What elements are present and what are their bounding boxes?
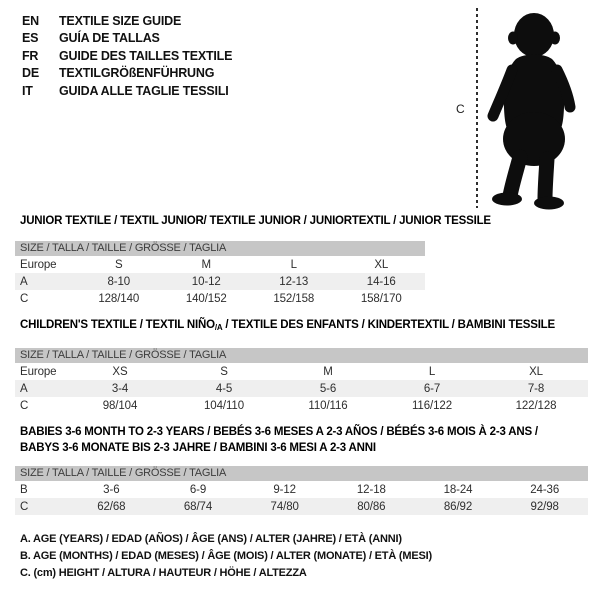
table-row-a <box>15 380 588 397</box>
cell: 140/152 <box>185 292 227 305</box>
header-cell: S <box>114 258 123 271</box>
row-label: C <box>20 292 29 305</box>
height-measure-dotted-line <box>476 8 478 208</box>
row-label: C <box>20 399 29 412</box>
header-cell: XL <box>374 258 389 271</box>
table-header-row <box>15 256 425 273</box>
language-code: EN <box>22 13 39 28</box>
cell: 14-16 <box>366 275 396 288</box>
header-cell: S <box>220 365 228 378</box>
cell: 10-12 <box>191 275 221 288</box>
babies-textile-title <box>20 424 588 456</box>
cell: 80/86 <box>357 500 386 513</box>
header-cell: L <box>428 365 436 378</box>
height-measure-label: C <box>456 102 465 116</box>
header-cell: M <box>323 365 333 378</box>
cell: 9-12 <box>273 483 296 496</box>
header-cell: Europe <box>20 258 57 271</box>
legend-line-b: B. AGE (MONTHS) / EDAD (MESES) / ÂGE (MOIS) / ALTER (MONATE) / ETÀ (MESI) <box>20 550 432 563</box>
cell: 68/74 <box>183 500 213 513</box>
size-bar: SIZE / TALLA / TAILLE / GRÖSSE / TAGLIA <box>15 466 588 481</box>
title-subscript: /A <box>214 323 223 332</box>
language-row-en <box>22 12 232 30</box>
title-line-1: BABIES 3-6 MONTH TO 2-3 YEARS / BEBÉS 3-6 MESES A 2-3 AÑOS / BÉBÉS 3-6 MOIS À 2-3 ANS / <box>20 426 538 438</box>
language-title: TEXTILGRÖßENFÜHRUNG <box>59 66 215 81</box>
language-code: IT <box>22 83 33 98</box>
language-code: DE <box>22 66 39 81</box>
childrens-textile-title <box>20 318 588 335</box>
cell: 116/122 <box>411 399 453 412</box>
cell: 92/98 <box>530 500 559 513</box>
cell: 128/140 <box>98 292 140 305</box>
cell: 24-36 <box>530 483 560 496</box>
language-row-fr <box>22 47 232 65</box>
cell: 12-18 <box>356 483 386 496</box>
baby-figure <box>450 6 595 211</box>
row-label: A <box>20 275 28 288</box>
language-title: GUIDA ALLE TAGLIE TESSILI <box>59 83 229 98</box>
row-label: B <box>20 483 28 496</box>
language-row-it <box>22 82 232 100</box>
cell: 5-6 <box>319 382 337 395</box>
size-bar: SIZE / TALLA / TAILLE / GRÖSSE / TAGLIA <box>15 348 588 363</box>
language-row-de <box>22 65 232 83</box>
cell: 3-6 <box>103 483 120 496</box>
table-header-row <box>15 363 588 380</box>
cell: 8-10 <box>107 275 131 288</box>
cell: 122/128 <box>515 399 557 412</box>
legend-line-a: A. AGE (YEARS) / EDAD (AÑOS) / ÂGE (ANS) / ALTER (JAHRE) / ETÀ (ANNI) <box>20 533 402 545</box>
table-row-b <box>15 481 588 498</box>
junior-textile-section <box>15 214 491 307</box>
cell: 86/92 <box>443 500 473 513</box>
size-bar: SIZE / TALLA / TAILLE / GRÖSSE / TAGLIA <box>15 241 425 256</box>
language-row-es <box>22 30 232 48</box>
title-part: / TEXTILE DES ENFANTS / KINDERTEXTIL / BAMBINI TESSILE <box>222 319 555 331</box>
language-title: TEXTILE SIZE GUIDE <box>59 13 182 28</box>
cell: 152/158 <box>273 292 315 305</box>
language-list <box>22 12 232 100</box>
cell: 6-9 <box>189 483 207 496</box>
cell: 110/116 <box>308 399 348 412</box>
cell: 12-13 <box>279 275 309 288</box>
header-cell: XS <box>112 365 128 378</box>
table-row-a <box>15 273 425 290</box>
row-label: A <box>20 382 28 395</box>
language-code: ES <box>22 31 39 46</box>
measurement-legend <box>20 531 432 583</box>
language-title: GUÍA DE TALLAS <box>59 31 160 46</box>
cell: 7-8 <box>527 382 545 395</box>
legend-line-c: C. (cm) HEIGHT / ALTURA / HAUTEUR / HÖHE / ALTEZZA <box>20 567 307 580</box>
table-row-c <box>15 397 588 414</box>
junior-textile-title: JUNIOR TEXTILE / TEXTIL JUNIOR/ TEXTILE JUNIOR / JUNIORTEXTIL / JUNIOR TESSILE <box>20 215 491 227</box>
babies-textile-section <box>15 424 588 515</box>
cell: 98/104 <box>102 399 138 412</box>
header-cell: M <box>201 258 211 271</box>
header-cell: L <box>290 258 297 271</box>
language-title: GUIDE DES TAILLES TEXTILE <box>59 48 233 63</box>
cell: 4-5 <box>215 382 233 395</box>
title-line-2: BABYS 3-6 MONATE BIS 2-3 JAHRE / BAMBINI 3-6 MESI A 2-3 ANNI <box>20 442 376 454</box>
childrens-textile-section <box>15 318 588 414</box>
cell: 74/80 <box>270 500 299 513</box>
cell: 104/110 <box>203 399 245 412</box>
language-code: FR <box>22 48 39 63</box>
title-part: CHILDREN'S TEXTILE / TEXTIL NIÑO <box>20 319 215 331</box>
header-cell: XL <box>529 365 543 378</box>
row-label: C <box>20 500 29 513</box>
cell: 158/170 <box>360 292 402 305</box>
table-row-c <box>15 290 425 307</box>
header-cell: Europe <box>20 365 57 378</box>
baby-silhouette <box>482 8 588 210</box>
cell: 18-24 <box>443 483 473 496</box>
cell: 62/68 <box>97 500 126 513</box>
table-row-c <box>15 498 588 515</box>
cell: 6-7 <box>423 382 441 395</box>
cell: 3-4 <box>111 382 129 395</box>
